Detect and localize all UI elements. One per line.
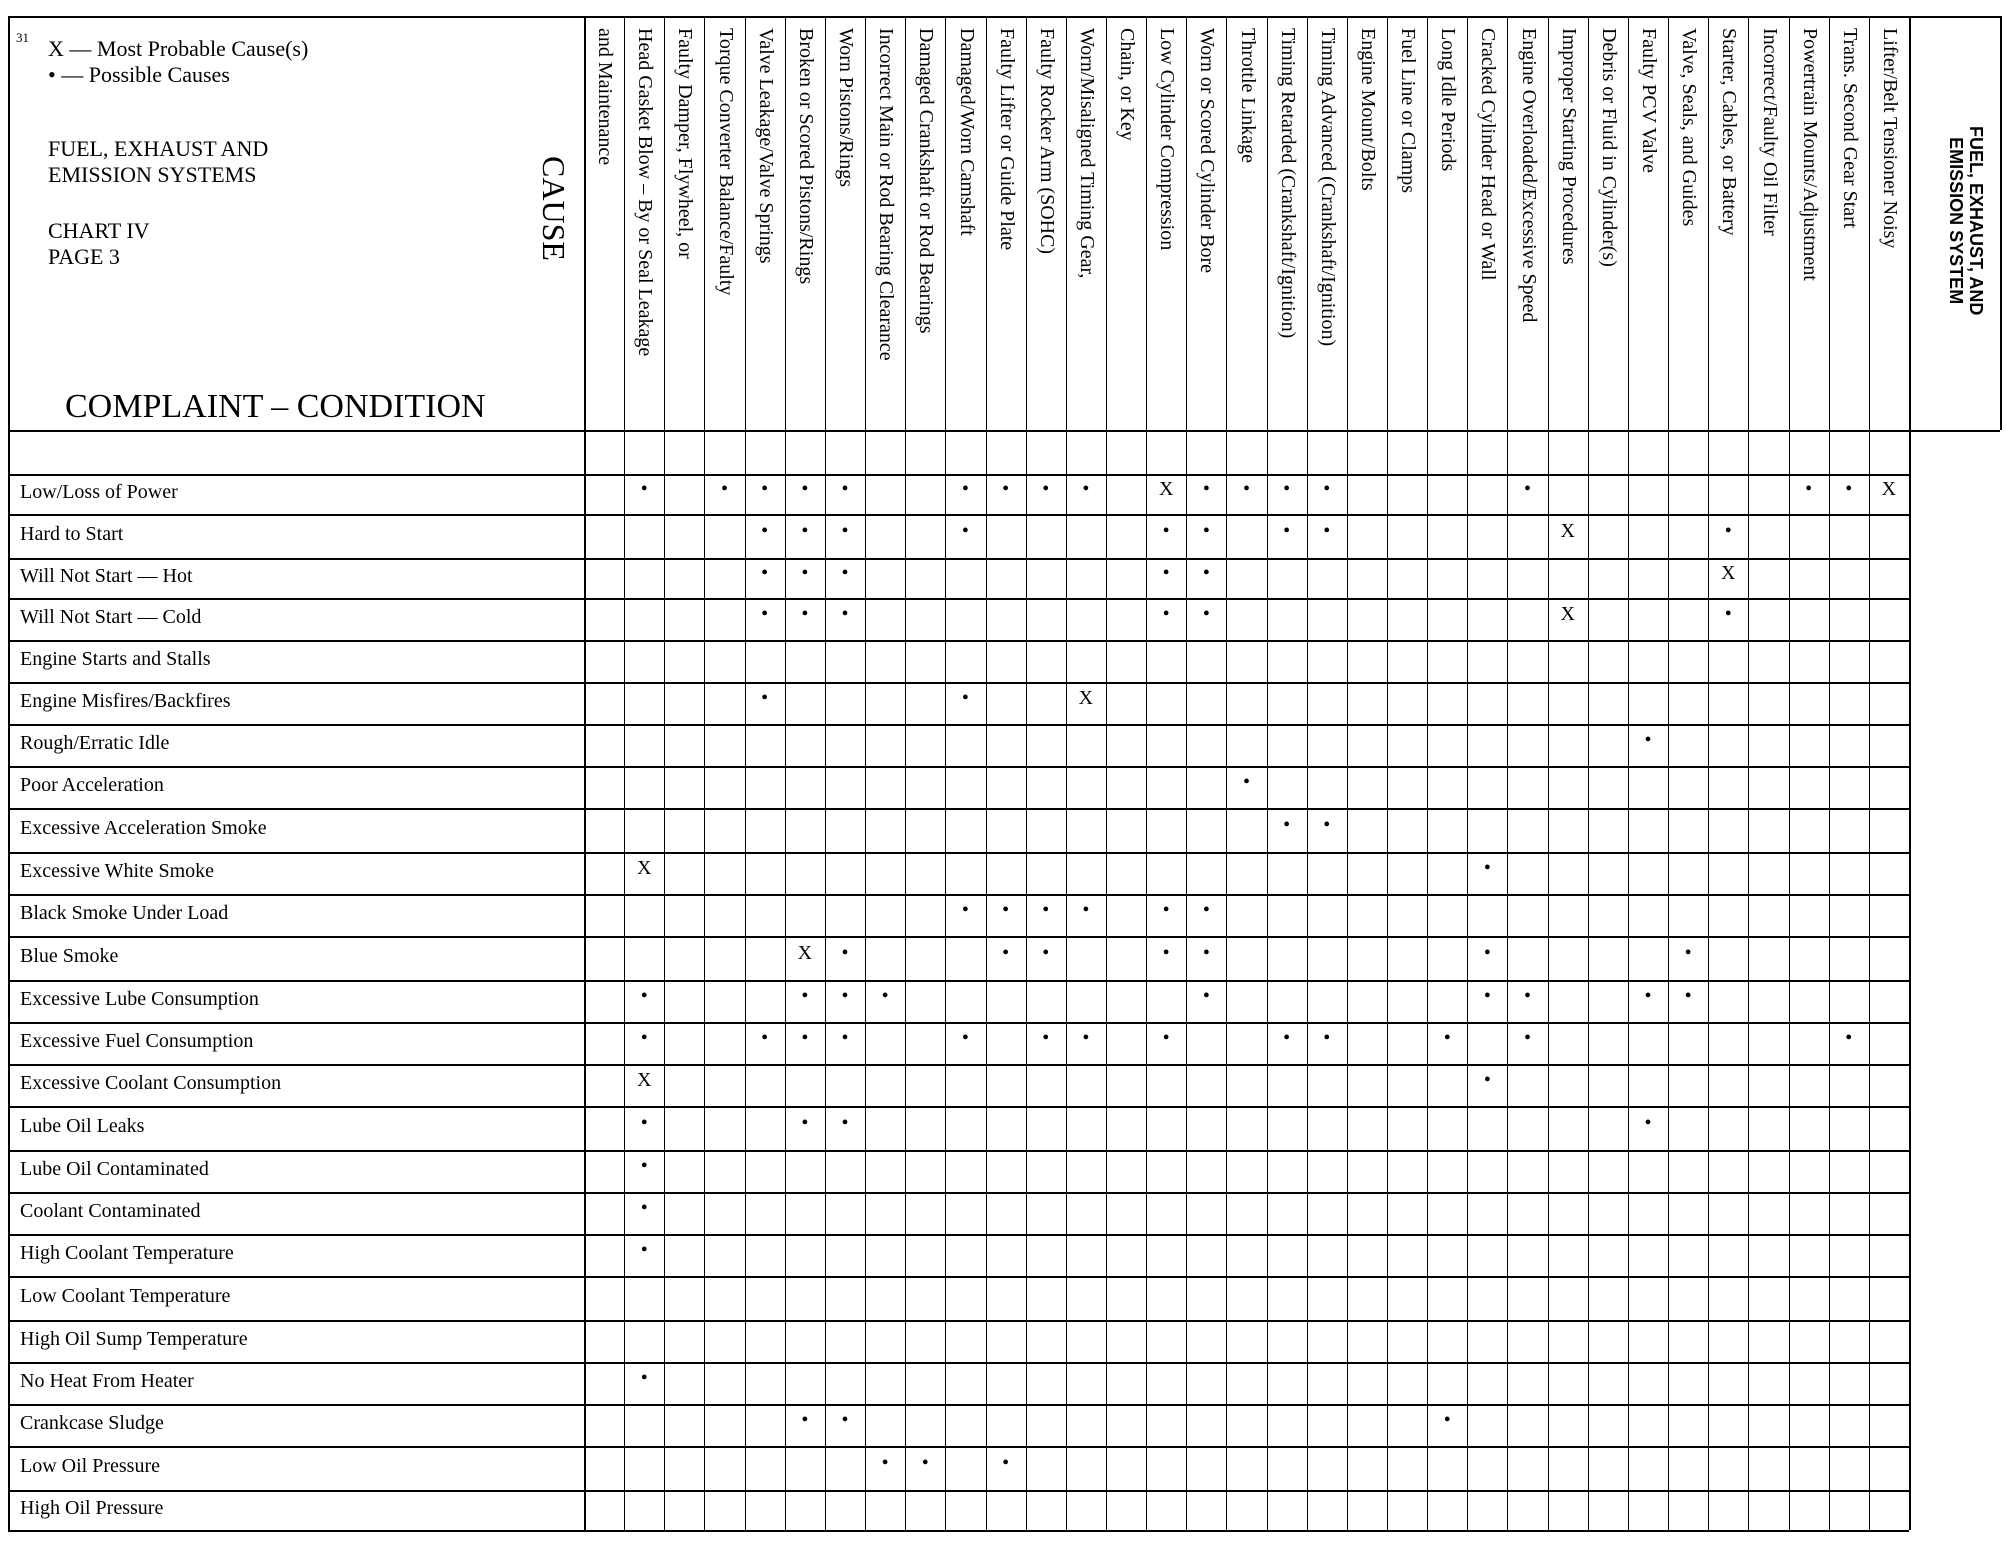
grid-row-line — [8, 894, 1909, 896]
possible-cause-mark: • — [801, 985, 809, 1007]
row-label: Blue Smoke — [20, 945, 119, 967]
possible-cause-mark: • — [1845, 478, 1853, 500]
possible-cause-mark: • — [1162, 520, 1170, 542]
grid-row-line — [8, 640, 1909, 642]
row-label: No Heat From Heater — [20, 1370, 194, 1392]
column-header-text: Broken or Scored Pistons/Rings — [794, 28, 817, 285]
row-label: Lube Oil Leaks — [20, 1115, 145, 1137]
grid-left-border — [8, 16, 10, 1530]
column-header-text: and Maintenance — [594, 28, 617, 166]
possible-cause-mark: • — [1242, 478, 1250, 500]
grid-column-line — [1347, 16, 1348, 1530]
grid-row-line — [8, 1150, 1909, 1152]
possible-cause-mark: • — [801, 603, 809, 625]
grid-column-line — [986, 16, 987, 1530]
chart-page-line: PAGE 3 — [48, 244, 120, 269]
possible-cause-mark: • — [761, 1027, 769, 1049]
grid-column-line — [1708, 16, 1709, 1530]
legend-item: X — Most Probable Cause(s) — [48, 36, 309, 61]
possible-cause-mark: • — [640, 985, 648, 1007]
column-header — [875, 28, 897, 361]
row-label: Excessive Acceleration Smoke — [20, 817, 267, 839]
most-probable-cause-mark: X — [1078, 687, 1094, 709]
possible-cause-mark: • — [1002, 478, 1010, 500]
grid-column-line — [1869, 16, 1870, 1530]
row-label: Engine Starts and Stalls — [20, 648, 211, 670]
possible-cause-mark: • — [961, 478, 969, 500]
possible-cause-mark: • — [1644, 985, 1652, 1007]
possible-cause-mark: • — [961, 687, 969, 709]
grid-row-line — [8, 1106, 1909, 1108]
most-probable-cause-mark: X — [1560, 603, 1575, 625]
grid-column-line — [1427, 16, 1428, 1530]
row-label: Coolant Contaminated — [20, 1200, 201, 1222]
column-header-text: Head Gasket Blow – By or Seal Leakage — [634, 28, 657, 357]
possible-cause-mark: • — [1042, 1027, 1050, 1049]
column-header-text: Incorrect Main or Rod Bearing Clearance — [875, 28, 898, 361]
column-header-text: Worn Pistons/Rings — [835, 28, 858, 187]
possible-cause-mark: • — [921, 1452, 929, 1474]
column-header — [1638, 28, 1660, 173]
row-label: Poor Acceleration — [20, 774, 164, 796]
grid-row-line — [8, 1234, 1909, 1236]
column-header — [1036, 28, 1058, 254]
section-title-line: FUEL, EXHAUST AND — [48, 136, 269, 161]
grid-row-line — [8, 980, 1909, 982]
possible-cause-mark: • — [841, 520, 849, 542]
possible-cause-mark: • — [1002, 1452, 1010, 1474]
column-header — [1598, 28, 1620, 267]
possible-cause-mark: • — [1082, 1027, 1090, 1049]
row-label: Excessive White Smoke — [20, 860, 215, 882]
grid-column-line — [1748, 16, 1749, 1530]
column-header — [1477, 28, 1499, 280]
column-header — [1317, 28, 1339, 346]
grid-column-line — [704, 16, 705, 1530]
possible-cause-mark: • — [1162, 899, 1170, 921]
column-header-text: Chain, or Key — [1116, 28, 1139, 141]
column-header — [755, 28, 777, 263]
column-header-text: Engine Overloaded/Excessive Speed — [1517, 28, 1540, 323]
row-label: Will Not Start — Hot — [20, 565, 193, 587]
column-header-text: Timing Advanced (Crankshaft/Ignition) — [1316, 28, 1339, 347]
grid-row-line — [8, 1530, 1909, 1532]
possible-cause-mark: • — [640, 1112, 648, 1134]
column-header — [1558, 28, 1580, 265]
column-header — [1718, 28, 1740, 235]
column-header — [1678, 28, 1700, 226]
grid-column-line — [745, 16, 746, 1530]
possible-cause-mark: • — [1202, 603, 1210, 625]
possible-cause-mark: • — [1684, 942, 1692, 964]
side-title-line: FUEL, EXHAUST, AND — [1966, 126, 1986, 316]
possible-cause-mark: • — [1283, 1027, 1291, 1049]
column-header — [1277, 28, 1299, 338]
grid-row-line — [8, 1022, 1909, 1024]
most-probable-cause-mark: X — [636, 857, 652, 879]
possible-cause-mark: • — [841, 478, 849, 500]
grid-row-line — [8, 682, 1909, 684]
possible-cause-mark: • — [1042, 478, 1050, 500]
possible-cause-mark: • — [1042, 942, 1050, 964]
possible-cause-mark: • — [881, 985, 889, 1007]
possible-cause-mark: • — [1684, 985, 1692, 1007]
possible-cause-mark: • — [841, 942, 849, 964]
possible-cause-mark: • — [1323, 478, 1331, 500]
column-header-text: Torque Converter Balance/Faulty — [714, 28, 737, 296]
possible-cause-mark: • — [1162, 942, 1170, 964]
possible-cause-mark: • — [1323, 1027, 1331, 1049]
column-header — [1759, 28, 1781, 236]
grid-column-line — [1106, 16, 1107, 1530]
grid-column-line — [865, 16, 866, 1530]
grid-header-bottom — [8, 430, 1909, 432]
possible-cause-mark: • — [640, 478, 648, 500]
grid-column-line — [624, 16, 625, 1530]
possible-cause-mark: • — [1202, 985, 1210, 1007]
column-header-text: Faulty Damper, Flywheel, or — [674, 28, 697, 259]
possible-cause-mark: • — [1443, 1027, 1451, 1049]
possible-cause-mark: • — [1082, 899, 1090, 921]
possible-cause-mark: • — [801, 1409, 809, 1431]
grid-column-line — [1668, 16, 1669, 1530]
grid-row-line — [8, 852, 1909, 854]
side-box-right — [2000, 16, 2002, 430]
possible-cause-mark: • — [761, 520, 769, 542]
possible-cause-mark: • — [801, 1027, 809, 1049]
column-header — [594, 28, 616, 165]
side-title-line: EMISSION SYSTEM — [1946, 137, 1966, 305]
section-title-line: EMISSION SYSTEMS — [48, 162, 257, 187]
grid-column-line — [825, 16, 826, 1530]
column-header — [1397, 28, 1419, 193]
column-header — [1839, 28, 1861, 228]
grid-row-line — [8, 1192, 1909, 1194]
column-header — [715, 28, 737, 295]
side-title — [1946, 126, 1986, 315]
most-probable-cause-mark: X — [1560, 520, 1575, 542]
column-header — [835, 28, 857, 187]
most-probable-cause-mark: X — [1158, 478, 1174, 500]
column-header-text: Starter, Cables, or Battery — [1718, 28, 1741, 236]
header-box — [8, 16, 584, 430]
cause-label: CAUSE — [536, 156, 572, 261]
most-probable-cause-mark: X — [1721, 562, 1736, 584]
possible-cause-mark: • — [721, 478, 729, 500]
column-header — [1879, 28, 1901, 248]
possible-cause-mark: • — [1524, 478, 1532, 500]
row-label: Rough/Erratic Idle — [20, 732, 170, 754]
possible-cause-mark: • — [1724, 603, 1732, 625]
possible-cause-mark: • — [1202, 478, 1210, 500]
column-header-text: Improper Starting Procedures — [1557, 28, 1580, 265]
possible-cause-mark: • — [1724, 520, 1732, 542]
possible-cause-mark: • — [841, 603, 849, 625]
grid-row-line — [8, 724, 1909, 726]
grid-row-line — [8, 598, 1909, 600]
column-header-text: Lifter/Belt Tensioner Noisy — [1878, 28, 1901, 249]
row-label: Low Oil Pressure — [20, 1455, 160, 1477]
column-header — [1196, 28, 1218, 273]
grid-row-line — [8, 766, 1909, 768]
chart-page-line: CHART IV — [48, 218, 150, 243]
grid-column-line — [1548, 16, 1549, 1530]
possible-cause-mark: • — [1202, 520, 1210, 542]
possible-cause-mark: • — [1242, 771, 1250, 793]
possible-cause-mark: • — [841, 1409, 849, 1431]
grid-column-line — [1588, 16, 1589, 1530]
possible-cause-mark: • — [961, 899, 969, 921]
column-header — [1116, 28, 1138, 141]
grid-row-line — [8, 474, 1909, 476]
grid-row-line — [8, 808, 1909, 810]
complaint-condition-label: COMPLAINT – CONDITION — [65, 388, 486, 425]
row-label: High Oil Pressure — [20, 1497, 164, 1519]
column-header — [1437, 28, 1459, 171]
column-header-text: Long Idle Periods — [1437, 28, 1460, 172]
possible-cause-mark: • — [1283, 520, 1291, 542]
column-header-text: Faulty Lifter or Guide Plate — [995, 28, 1018, 251]
column-header — [996, 28, 1018, 250]
possible-cause-mark: • — [761, 562, 769, 584]
grid-column-line — [1146, 16, 1147, 1530]
grid-row-line — [8, 514, 1909, 516]
possible-cause-mark: • — [640, 1197, 648, 1219]
possible-cause-mark: • — [1323, 520, 1331, 542]
row-label: Excessive Fuel Consumption — [20, 1030, 254, 1052]
row-label: Excessive Lube Consumption — [20, 988, 259, 1010]
possible-cause-mark: • — [640, 1155, 648, 1177]
grid-column-line — [1226, 16, 1227, 1530]
column-header-text: Engine Mount/Bolts — [1357, 28, 1379, 191]
possible-cause-mark: • — [1483, 1069, 1491, 1091]
grid-column-line — [1186, 16, 1187, 1530]
grid-row-line — [8, 1404, 1909, 1406]
possible-cause-mark: • — [1002, 942, 1010, 964]
most-probable-cause-mark: X — [636, 1069, 652, 1091]
most-probable-cause-mark: X — [1881, 478, 1897, 500]
possible-cause-mark: • — [1283, 478, 1291, 500]
possible-cause-mark: • — [1443, 1409, 1451, 1431]
grid-column-line — [1066, 16, 1067, 1530]
row-label: Lube Oil Contaminated — [20, 1158, 209, 1180]
column-header-text: Valve, Seals, and Guides — [1678, 28, 1701, 227]
grid-column-line — [1507, 16, 1508, 1530]
row-label: High Oil Sump Temperature — [20, 1328, 248, 1350]
page-number: 31 — [16, 30, 29, 45]
row-label: Crankcase Sludge — [20, 1412, 164, 1434]
column-header-text: Cracked Cylinder Head or Wall — [1477, 28, 1500, 281]
possible-cause-mark: • — [1002, 899, 1010, 921]
grid-column-line — [1267, 16, 1268, 1530]
possible-cause-mark: • — [841, 1112, 849, 1134]
possible-cause-mark: • — [761, 478, 769, 500]
column-header-text: Low Cylinder Compression — [1156, 28, 1179, 251]
column-header — [1237, 28, 1259, 163]
possible-cause-mark: • — [881, 1452, 889, 1474]
grid-column-line — [1026, 16, 1027, 1530]
grid-row-line — [8, 1490, 1909, 1492]
row-label: Low/Loss of Power — [20, 481, 178, 503]
row-label: High Coolant Temperature — [20, 1242, 234, 1264]
possible-cause-mark: • — [1483, 857, 1491, 879]
possible-cause-mark: • — [1042, 899, 1050, 921]
grid-column-line — [1829, 16, 1830, 1530]
possible-cause-mark: • — [1202, 562, 1210, 584]
column-header-text: Throttle Linkage — [1236, 28, 1259, 163]
possible-cause-mark: • — [1082, 478, 1090, 500]
possible-cause-mark: • — [1644, 1112, 1652, 1134]
grid-column-line — [664, 16, 665, 1530]
column-header — [1518, 28, 1540, 322]
possible-cause-mark: • — [841, 1027, 849, 1049]
possible-cause-mark: • — [1483, 985, 1491, 1007]
possible-cause-mark: • — [1483, 942, 1491, 964]
column-header — [915, 28, 937, 333]
possible-cause-mark: • — [640, 1239, 648, 1261]
possible-cause-mark: • — [961, 520, 969, 542]
column-header — [1156, 28, 1178, 250]
possible-cause-mark: • — [801, 478, 809, 500]
possible-cause-mark: • — [640, 1027, 648, 1049]
legend-item: • — Possible Causes — [48, 62, 230, 87]
column-header — [674, 28, 696, 259]
possible-cause-mark: • — [761, 687, 769, 709]
possible-cause-mark: • — [761, 603, 769, 625]
possible-cause-mark: • — [1845, 1027, 1853, 1049]
grid-row-line — [8, 1362, 1909, 1364]
possible-cause-mark: • — [1162, 1027, 1170, 1049]
column-header-text: Valve Leakage/Valve Springs — [754, 28, 777, 264]
row-label: Excessive Coolant Consumption — [20, 1072, 282, 1094]
grid-row-line — [8, 558, 1909, 560]
row-label: Black Smoke Under Load — [20, 902, 229, 924]
grid-column-line — [1307, 16, 1308, 1530]
column-header — [634, 28, 656, 356]
column-header — [1799, 28, 1821, 281]
column-header — [795, 28, 817, 284]
possible-cause-mark: • — [1283, 814, 1291, 836]
possible-cause-mark: • — [1524, 1027, 1532, 1049]
grid-row-line — [8, 1276, 1909, 1278]
column-header-text: Damaged Crankshaft or Rod Bearings — [915, 28, 938, 334]
column-header — [1357, 28, 1379, 191]
possible-cause-mark: • — [1644, 729, 1652, 751]
possible-cause-mark: • — [640, 1367, 648, 1389]
possible-cause-mark: • — [1202, 899, 1210, 921]
column-header-text: Powertrain Mounts/Adjustment — [1798, 28, 1821, 281]
possible-cause-mark: • — [801, 520, 809, 542]
grid-column-line — [1387, 16, 1388, 1530]
grid-column-line — [1628, 16, 1629, 1530]
column-header-text: Debris or Fluid in Cylinder(s) — [1597, 28, 1620, 267]
grid-row-line — [8, 1446, 1909, 1448]
row-label: Hard to Start — [20, 523, 124, 545]
column-header-text: Worn or Scored Cylinder Bore — [1196, 28, 1219, 273]
possible-cause-mark: • — [841, 985, 849, 1007]
possible-cause-mark: • — [1162, 603, 1170, 625]
side-box-bottom — [1888, 430, 2000, 432]
grid-row-line — [8, 1320, 1909, 1322]
grid-column-line — [1909, 16, 1911, 1530]
row-label: Will Not Start — Cold — [20, 606, 202, 628]
grid-row-line — [8, 1064, 1909, 1066]
possible-cause-mark: • — [1202, 942, 1210, 964]
possible-cause-mark: • — [1323, 814, 1331, 836]
column-header-text: Damaged/Worn Camshaft — [955, 28, 978, 236]
column-header-text: Incorrect/Faulty Oil Filter — [1758, 28, 1781, 236]
column-header-text: Fuel Line or Clamps — [1397, 28, 1420, 193]
column-header-text: Faulty Rocker Arm (SOHC) — [1035, 28, 1058, 255]
possible-cause-mark: • — [1162, 562, 1170, 584]
column-header — [1076, 28, 1098, 278]
row-label: Low Coolant Temperature — [20, 1285, 231, 1307]
column-header-text: Faulty PCV Valve — [1638, 28, 1661, 173]
row-label: Engine Misfires/Backfires — [20, 690, 231, 712]
possible-cause-mark: • — [801, 562, 809, 584]
possible-cause-mark: • — [1524, 985, 1532, 1007]
grid-column-line — [584, 16, 586, 1530]
column-header — [956, 28, 978, 236]
grid-column-line — [1467, 16, 1468, 1530]
possible-cause-mark: • — [801, 1112, 809, 1134]
possible-cause-mark: • — [961, 1027, 969, 1049]
grid-column-line — [785, 16, 786, 1530]
grid-column-line — [945, 16, 946, 1530]
possible-cause-mark: • — [1805, 478, 1813, 500]
grid-top-border — [8, 16, 2000, 18]
column-header-text: Worn/Misaligned Timing Gear, — [1075, 28, 1098, 279]
grid-row-line — [8, 936, 1909, 938]
possible-cause-mark: • — [841, 562, 849, 584]
column-header-text: Trans. Second Gear Start — [1838, 28, 1861, 229]
grid-column-line — [905, 16, 906, 1530]
most-probable-cause-mark: X — [797, 942, 813, 964]
column-header-text: Timing Retarded (Crankshaft/Ignition) — [1276, 28, 1299, 339]
grid-column-line — [1789, 16, 1790, 1530]
